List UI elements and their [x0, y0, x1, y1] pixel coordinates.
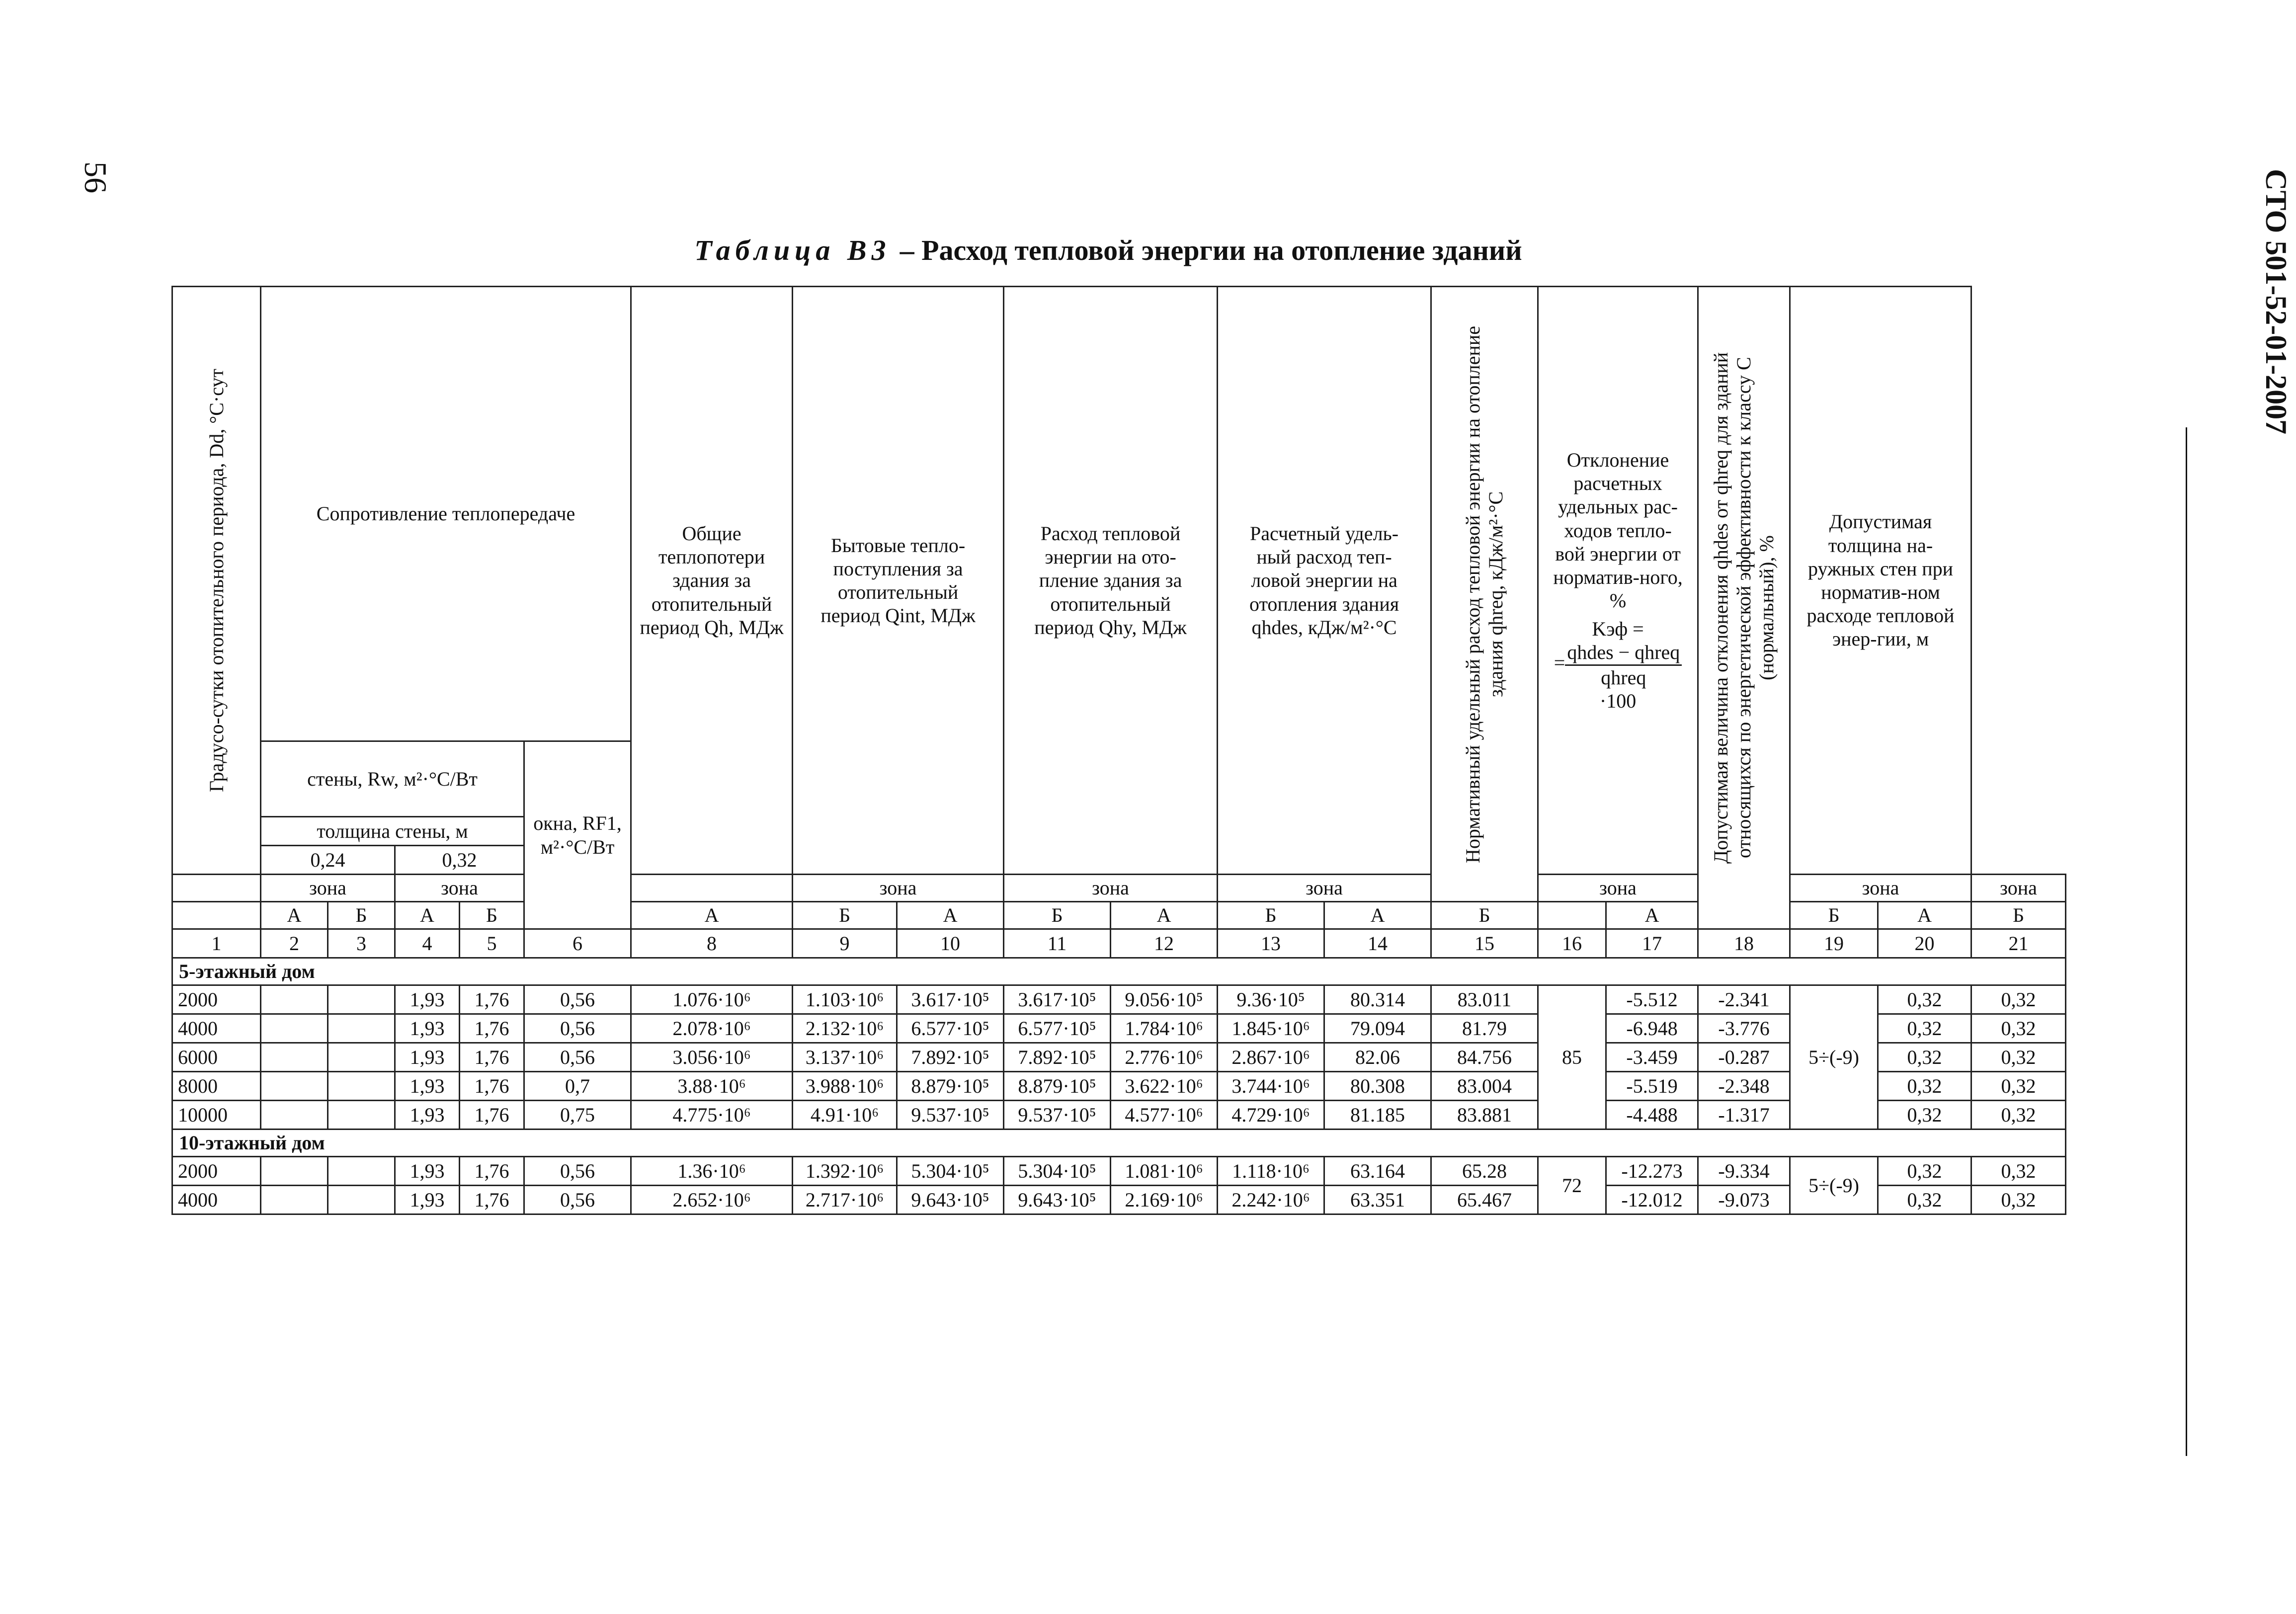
- table-cell: 83.004: [1431, 1072, 1538, 1101]
- col-number: 16: [1538, 929, 1606, 958]
- zone-a: А: [395, 902, 460, 929]
- zone-letter-empty: [1538, 902, 1606, 929]
- table-cell: 9.36·10⁵: [1218, 985, 1324, 1014]
- col-number: 4: [395, 929, 460, 958]
- table-cell: 0,32: [1971, 1043, 2066, 1072]
- table-cell: -2.341: [1698, 985, 1790, 1014]
- zone-a: А: [1878, 902, 1971, 929]
- table-cell: 9.537·10⁵: [1004, 1101, 1111, 1130]
- table-cell: -12.012: [1606, 1186, 1698, 1214]
- zone-b: Б: [793, 902, 897, 929]
- table-cell: 2000: [172, 985, 261, 1014]
- table-cell: [328, 1072, 395, 1101]
- table-cell: [261, 1043, 328, 1072]
- table-cell: 0,56: [524, 985, 631, 1014]
- table-cell: -2.348: [1698, 1072, 1790, 1101]
- table-title-prefix: Таблица В3: [694, 234, 891, 266]
- zone-label: зона: [1790, 875, 1971, 902]
- zone-a: А: [631, 902, 793, 929]
- table-cell: 0,56: [524, 1043, 631, 1072]
- deviation-label: Отклонение расчетных удельных рас-ходов тепло-вой энергии от норматив-ного, %: [1553, 448, 1683, 612]
- table-title: [586, 234, 1630, 267]
- table-cell: 0,56: [524, 1014, 631, 1043]
- formula-fraction: $\frac{\text{qhdes − qhreq}}{\text{qhreq}}$: [1565, 641, 1682, 689]
- col-number: 3: [328, 929, 395, 958]
- col-number: 9: [793, 929, 897, 958]
- table-cell: 1,76: [460, 1043, 524, 1072]
- col-number: 6: [524, 929, 631, 958]
- table-cell: 1.392·10⁶: [793, 1157, 897, 1186]
- column-numbers-row: [172, 929, 2066, 958]
- zone-b: Б: [1004, 902, 1111, 929]
- zone-a: А: [1324, 902, 1431, 929]
- table-cell: 1.845·10⁶: [1218, 1014, 1324, 1043]
- col-number: 10: [897, 929, 1004, 958]
- norm-value-cell: 72: [1538, 1157, 1606, 1214]
- table-cell: [261, 1186, 328, 1214]
- table-row: [172, 1043, 2066, 1072]
- table-cell: 7.892·10⁵: [1004, 1043, 1111, 1072]
- table-cell: 1.118·10⁶: [1218, 1157, 1324, 1186]
- table-cell: -5.519: [1606, 1072, 1698, 1101]
- table-cell: 1,76: [460, 985, 524, 1014]
- table-cell: 2.169·10⁶: [1111, 1186, 1218, 1214]
- table-cell: 1,93: [395, 1186, 460, 1214]
- table-cell: -6.948: [1606, 1014, 1698, 1043]
- zone-empty: [172, 875, 261, 902]
- table-row: [172, 985, 2066, 1014]
- table-cell: 1,76: [460, 1186, 524, 1214]
- table-cell: 0,32: [1878, 1157, 1971, 1186]
- table-cell: 80.314: [1324, 985, 1431, 1014]
- table-cell: [261, 1014, 328, 1043]
- section-label: 10-этажный дом: [172, 1130, 2066, 1157]
- table-cell: 1,76: [460, 1157, 524, 1186]
- table-cell: 8.879·10⁵: [897, 1072, 1004, 1101]
- deviation-formula: Kэф = = $\frac{\text{qhdes − qhreq}}{\text{qhreq}}$ ·100: [1541, 617, 1695, 713]
- table-row: [172, 1072, 2066, 1101]
- table-cell: 2000: [172, 1157, 261, 1186]
- header-t024: 0,24: [261, 846, 395, 875]
- table-cell: 0,56: [524, 1157, 631, 1186]
- table-cell: 1.103·10⁶: [793, 985, 897, 1014]
- table-cell: 1.36·10⁶: [631, 1157, 793, 1186]
- table-cell: 1.784·10⁶: [1111, 1014, 1218, 1043]
- table-cell: 0,32: [1878, 1043, 1971, 1072]
- zone-a: А: [897, 902, 1004, 929]
- table-cell: -5.512: [1606, 985, 1698, 1014]
- table-cell: [261, 1101, 328, 1130]
- table-cell: 0,32: [1971, 1072, 2066, 1101]
- table-cell: 0,32: [1878, 1101, 1971, 1130]
- table-cell: 1,76: [460, 1101, 524, 1130]
- table-cell: [328, 1101, 395, 1130]
- table-cell: 3.137·10⁶: [793, 1043, 897, 1072]
- table-cell: 1,93: [395, 1157, 460, 1186]
- table-cell: 81.79: [1431, 1014, 1538, 1043]
- document-code: СТО 501-52-01-2007: [2260, 169, 2293, 435]
- table-cell: -12.273: [1606, 1157, 1698, 1186]
- table-cell: 0,32: [1878, 1072, 1971, 1101]
- allowed-deviation-cell: 5÷(-9): [1790, 985, 1878, 1130]
- table-cell: 0,32: [1971, 1186, 2066, 1214]
- table-cell: -3.459: [1606, 1043, 1698, 1072]
- page-number: 56: [78, 161, 113, 193]
- table-cell: 0,32: [1878, 1186, 1971, 1214]
- zone-letter-empty: [172, 902, 261, 929]
- zone-a: А: [1606, 902, 1698, 929]
- table-cell: 0,32: [1878, 985, 1971, 1014]
- table-cell: 8000: [172, 1072, 261, 1101]
- table-cell: [328, 985, 395, 1014]
- table-row: [172, 1186, 2066, 1214]
- header-t032: 0,32: [395, 846, 524, 875]
- table-cell: 6000: [172, 1043, 261, 1072]
- table-cell: 83.881: [1431, 1101, 1538, 1130]
- table-cell: 0,32: [1971, 1014, 2066, 1043]
- margin-rule: [2186, 427, 2187, 1456]
- section-label: 5-этажный дом: [172, 958, 2066, 985]
- table-cell: 3.617·10⁵: [1004, 985, 1111, 1014]
- header-walls: стены, Rw, м²·°С/Вт: [261, 741, 524, 817]
- zone-a: А: [1111, 902, 1218, 929]
- col-number: 1: [172, 929, 261, 958]
- table-cell: 0,32: [1971, 1157, 2066, 1186]
- header-energy-use: Расход тепловой энергии на ото-пление здания за отопительный период Qhy, МДж: [1004, 287, 1218, 875]
- table-title-text: – Расход тепловой энергии на отопление зданий: [900, 234, 1522, 266]
- col-number: 5: [460, 929, 524, 958]
- table-cell: 8.879·10⁵: [1004, 1072, 1111, 1101]
- header-resistance: Сопротивление теплопередаче: [261, 287, 631, 741]
- zone-b: Б: [460, 902, 524, 929]
- table-cell: 9.056·10⁵: [1111, 985, 1218, 1014]
- table-cell: 4.91·10⁶: [793, 1101, 897, 1130]
- col-number: 18: [1698, 929, 1790, 958]
- table-cell: [328, 1014, 395, 1043]
- table-cell: 1.081·10⁶: [1111, 1157, 1218, 1186]
- table-cell: 6.577·10⁵: [1004, 1014, 1111, 1043]
- table-cell: 2.132·10⁶: [793, 1014, 897, 1043]
- table-cell: -1.317: [1698, 1101, 1790, 1130]
- zone-b: Б: [1971, 902, 2066, 929]
- header-deviation: [1538, 287, 1698, 875]
- table-cell: 65.467: [1431, 1186, 1538, 1214]
- zone-label: зона: [395, 875, 524, 902]
- zone-b: Б: [1218, 902, 1324, 929]
- table-cell: 0,32: [1971, 985, 2066, 1014]
- table-cell: 82.06: [1324, 1043, 1431, 1072]
- header-specific-calc: Расчетный удель-ный расход теп-ловой энергии на отопления здания qhdes, кДж/м²·°С: [1218, 287, 1431, 875]
- zone-empty: [631, 875, 793, 902]
- table-cell: [328, 1043, 395, 1072]
- table-cell: 4000: [172, 1186, 261, 1214]
- table-cell: 3.617·10⁵: [897, 985, 1004, 1014]
- table-row: [172, 1101, 2066, 1130]
- col-number: 8: [631, 929, 793, 958]
- zone-b: Б: [1431, 902, 1538, 929]
- table-cell: 1,76: [460, 1014, 524, 1043]
- table-cell: 4.775·10⁶: [631, 1101, 793, 1130]
- table-cell: 63.164: [1324, 1157, 1431, 1186]
- zone-a: А: [261, 902, 328, 929]
- table-cell: 1,76: [460, 1072, 524, 1101]
- table-cell: -9.334: [1698, 1157, 1790, 1186]
- table-cell: 3.744·10⁶: [1218, 1072, 1324, 1101]
- table-cell: 0,75: [524, 1101, 631, 1130]
- col-number: 2: [261, 929, 328, 958]
- header-internal-gains: Бытовые тепло-поступления за отопительный период Qint, МДж: [793, 287, 1004, 875]
- table-cell: 2.652·10⁶: [631, 1186, 793, 1214]
- table-cell: 1,93: [395, 1014, 460, 1043]
- header-allowed-thickness: Допустимая толщина на-ружных стен при норматив-ном расходе тепловой энер-гии, м: [1790, 287, 1971, 875]
- table-cell: 6.577·10⁵: [897, 1014, 1004, 1043]
- section-row: [172, 958, 2066, 985]
- table-cell: 2.717·10⁶: [793, 1186, 897, 1214]
- table-cell: 3.988·10⁶: [793, 1072, 897, 1101]
- table-cell: 5.304·10⁵: [897, 1157, 1004, 1186]
- col-number: 17: [1606, 929, 1698, 958]
- col-number: 15: [1431, 929, 1538, 958]
- section-row: [172, 1130, 2066, 1157]
- table-row: [172, 1157, 2066, 1186]
- zone-label: зона: [1971, 875, 2066, 902]
- table-cell: 5.304·10⁵: [1004, 1157, 1111, 1186]
- header-specific-norm: Нормативный удельный расход тепловой энергии на отопление здания qhreq, кДж/м²·°С: [1431, 287, 1538, 902]
- table-cell: 1.076·10⁶: [631, 985, 793, 1014]
- col-number: 14: [1324, 929, 1431, 958]
- zone-label: зона: [1538, 875, 1698, 902]
- table-cell: 2.242·10⁶: [1218, 1186, 1324, 1214]
- table-cell: [261, 1157, 328, 1186]
- table-cell: 3.622·10⁶: [1111, 1072, 1218, 1101]
- table-cell: 1,93: [395, 1101, 460, 1130]
- col-number: 20: [1878, 929, 1971, 958]
- table-cell: 81.185: [1324, 1101, 1431, 1130]
- zone-label: зона: [1004, 875, 1218, 902]
- zone-b: Б: [328, 902, 395, 929]
- header-heat-loss: Общие теплопотери здания за отопительный период Qh, МДж: [631, 287, 793, 875]
- table-cell: 79.094: [1324, 1014, 1431, 1043]
- zone-label: зона: [261, 875, 395, 902]
- table-cell: -3.776: [1698, 1014, 1790, 1043]
- table-cell: [261, 1072, 328, 1101]
- col-number: 19: [1790, 929, 1878, 958]
- table-cell: 9.537·10⁵: [897, 1101, 1004, 1130]
- table-cell: 3.88·10⁶: [631, 1072, 793, 1101]
- table-cell: 7.892·10⁵: [897, 1043, 1004, 1072]
- table-cell: 80.308: [1324, 1072, 1431, 1101]
- col-number: 12: [1111, 929, 1218, 958]
- table-cell: 4.577·10⁶: [1111, 1101, 1218, 1130]
- table-cell: 2.078·10⁶: [631, 1014, 793, 1043]
- table-row: [172, 1014, 2066, 1043]
- zone-label: зона: [1218, 875, 1431, 902]
- table-cell: 9.643·10⁵: [897, 1186, 1004, 1214]
- table-cell: 2.776·10⁶: [1111, 1043, 1218, 1072]
- table-cell: 83.011: [1431, 985, 1538, 1014]
- table-cell: 1,93: [395, 1072, 460, 1101]
- formula-multiplier: ·100: [1599, 689, 1637, 712]
- table-cell: 2.867·10⁶: [1218, 1043, 1324, 1072]
- table-cell: [328, 1186, 395, 1214]
- table-cell: 0,56: [524, 1186, 631, 1214]
- table-cell: 0,32: [1878, 1014, 1971, 1043]
- allowed-deviation-cell: 5÷(-9): [1790, 1157, 1878, 1214]
- zone-label: зона: [793, 875, 1004, 902]
- table-cell: 65.28: [1431, 1157, 1538, 1186]
- header-wall-thickness: толщина стены, м: [261, 817, 524, 846]
- table-cell: 4.729·10⁶: [1218, 1101, 1324, 1130]
- col-number: 21: [1971, 929, 2066, 958]
- table-cell: 3.056·10⁶: [631, 1043, 793, 1072]
- formula-k: Kэф =: [1592, 618, 1644, 641]
- zone-b: Б: [1790, 902, 1878, 929]
- table-cell: 9.643·10⁵: [1004, 1186, 1111, 1214]
- table-cell: 0,7: [524, 1072, 631, 1101]
- table-cell: 1,93: [395, 1043, 460, 1072]
- table-cell: 10000: [172, 1101, 261, 1130]
- table-cell: [261, 985, 328, 1014]
- table-cell: [328, 1157, 395, 1186]
- table-cell: -4.488: [1606, 1101, 1698, 1130]
- table-cell: 4000: [172, 1014, 261, 1043]
- table-cell: 63.351: [1324, 1186, 1431, 1214]
- table-cell: 84.756: [1431, 1043, 1538, 1072]
- table-cell: 1,93: [395, 985, 460, 1014]
- table-cell: -9.073: [1698, 1186, 1790, 1214]
- header-degree-days: Градусо-сутки отопительного периода, Dd, °С·сут: [172, 287, 261, 875]
- header-allowed-deviation: Допустимая величина отклонения qhdes от qhreq для зданий относящихся по энергетической эффективности к классу С (нормальный), %: [1698, 287, 1790, 929]
- header-windows: окна, RF1, м²·°С/Вт: [524, 741, 631, 929]
- col-number: 13: [1218, 929, 1324, 958]
- norm-value-cell: 85: [1538, 985, 1606, 1130]
- heat-energy-table: [171, 286, 2066, 1215]
- col-number: 11: [1004, 929, 1111, 958]
- table-cell: -0.287: [1698, 1043, 1790, 1072]
- table-cell: 0,32: [1971, 1101, 2066, 1130]
